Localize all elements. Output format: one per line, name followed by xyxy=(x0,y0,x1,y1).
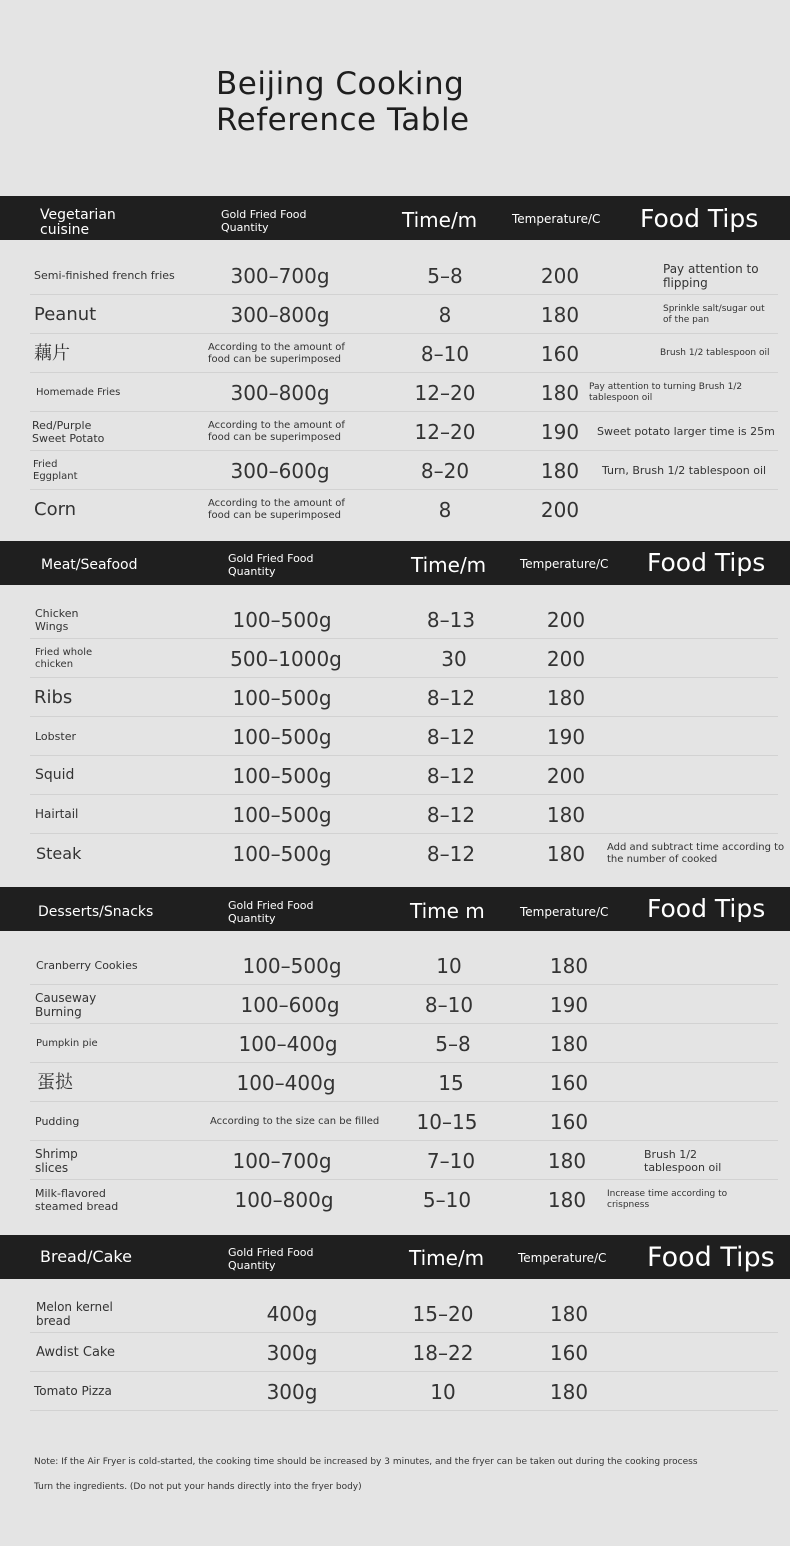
time-header: Time m xyxy=(410,899,485,923)
food-name: Shrimp slices xyxy=(35,1146,78,1175)
cook-time: 8–12 xyxy=(426,841,476,866)
food-tip xyxy=(590,1294,790,1333)
food-quantity: 500–1000g xyxy=(230,646,342,671)
temperature-header: Temperature/C xyxy=(512,212,601,226)
time-header: Time/m xyxy=(402,208,478,232)
cook-temperature: 200 xyxy=(546,763,586,788)
food-name: 藕片 xyxy=(34,342,70,364)
tips-header: Food Tips xyxy=(647,548,766,577)
cook-temperature: 190 xyxy=(540,419,580,444)
table-row xyxy=(0,795,790,834)
cook-time: 5–8 xyxy=(427,263,463,288)
food-tip xyxy=(590,1102,790,1141)
cook-temperature: 180 xyxy=(540,302,580,327)
food-quantity: According to the size can be filled xyxy=(210,1115,380,1127)
cook-time: 8–12 xyxy=(426,763,476,788)
section-vegetarian xyxy=(0,196,790,540)
cook-time: 8–20 xyxy=(420,458,470,483)
food-tip xyxy=(590,717,790,756)
food-tip xyxy=(590,490,790,529)
table-row xyxy=(0,334,790,373)
food-name: Steak xyxy=(36,844,82,863)
section-header xyxy=(0,196,790,240)
footnote-line2: Turn the ingredients. (Do not put your hands directly into the fryer body) xyxy=(34,1482,362,1492)
category-header: Vegetarian cuisine xyxy=(40,207,116,238)
time-header: Time/m xyxy=(409,1246,485,1270)
table-row xyxy=(0,678,790,717)
table-row xyxy=(0,600,790,639)
time-header: Time/m xyxy=(411,553,487,577)
food-name: Awdist Cake xyxy=(36,1345,115,1360)
food-quantity: 100–500g xyxy=(232,685,332,710)
cook-time: 8 xyxy=(438,302,452,327)
category-header: Desserts/Snacks xyxy=(38,904,154,920)
temperature-header: Temperature/C xyxy=(518,1251,607,1265)
food-tip: Brush 1/2 tablespoon oil xyxy=(644,1147,722,1174)
category-header: Bread/Cake xyxy=(40,1247,132,1266)
temperature-header: Temperature/C xyxy=(520,905,609,919)
food-name: Milk-flavored steamed bread xyxy=(35,1186,119,1213)
food-quantity: 100–500g xyxy=(232,724,332,749)
food-quantity: 300g xyxy=(266,1379,318,1404)
table-row xyxy=(0,490,790,529)
food-name: Pudding xyxy=(35,1114,80,1128)
food-name: Causeway Burning xyxy=(35,990,97,1019)
cook-temperature: 180 xyxy=(547,1187,587,1212)
food-tip xyxy=(590,1372,790,1411)
cook-temperature: 180 xyxy=(546,685,586,710)
cook-temperature: 180 xyxy=(540,458,580,483)
food-name: Chicken Wings xyxy=(35,606,79,633)
food-tip xyxy=(590,985,790,1024)
quantity-header: Gold Fried Food Quantity xyxy=(228,1246,314,1272)
table-row xyxy=(0,834,790,873)
cook-time: 10 xyxy=(436,953,462,978)
food-quantity: 100–700g xyxy=(232,1148,332,1173)
table-row xyxy=(0,256,790,295)
table-row xyxy=(0,1294,790,1333)
food-name: Ribs xyxy=(34,686,73,708)
table-row xyxy=(0,1063,790,1102)
tips-header: Food Tips xyxy=(647,894,766,923)
food-tip xyxy=(590,1024,790,1063)
cook-temperature: 180 xyxy=(549,1031,589,1056)
food-name: Melon kernel bread xyxy=(36,1299,113,1328)
food-quantity: 300g xyxy=(266,1340,318,1365)
food-quantity: According to the amount of food can be superimposed xyxy=(208,341,345,365)
table-row xyxy=(0,717,790,756)
cook-time: 10–15 xyxy=(416,1109,478,1134)
section-header xyxy=(0,541,790,585)
food-name: Fried Eggplant xyxy=(33,458,78,482)
food-tip: Pay attention to turning Brush 1/2 tablespoon oil xyxy=(589,381,743,403)
food-tip: Sprinkle salt/sugar out of the pan xyxy=(663,303,765,325)
cook-time: 8 xyxy=(438,497,452,522)
cook-temperature: 200 xyxy=(540,263,580,288)
food-name: Homemade Fries xyxy=(36,386,121,398)
food-name: Pumpkin pie xyxy=(36,1037,98,1049)
food-quantity: 400g xyxy=(266,1301,318,1326)
food-tip xyxy=(590,639,790,678)
table-row xyxy=(0,412,790,451)
table-row xyxy=(0,1180,790,1219)
food-name: Hairtail xyxy=(35,807,79,821)
page-title-line2: Reference Table xyxy=(216,102,470,138)
page-title xyxy=(216,66,470,138)
food-name: Peanut xyxy=(34,303,97,325)
section-desserts-snacks xyxy=(0,887,790,1231)
quantity-header: Gold Fried Food Quantity xyxy=(228,899,314,925)
food-name: Semi-finished french fries xyxy=(34,269,175,282)
cook-time: 15–20 xyxy=(412,1301,474,1326)
cook-temperature: 180 xyxy=(546,802,586,827)
food-tip xyxy=(590,1063,790,1102)
food-quantity: 300–800g xyxy=(230,302,330,327)
quantity-header: Gold Fried Food Quantity xyxy=(228,552,314,578)
food-quantity: 100–800g xyxy=(234,1187,334,1212)
food-tip: Pay attention to flipping xyxy=(663,261,759,290)
table-row xyxy=(0,1333,790,1372)
food-name: Tomato Pizza xyxy=(34,1384,112,1398)
table-row xyxy=(0,373,790,412)
cook-time: 8–12 xyxy=(426,802,476,827)
food-tip xyxy=(590,795,790,834)
food-tip: Increase time according to crispness xyxy=(607,1188,728,1210)
cook-temperature: 180 xyxy=(549,953,589,978)
table-row xyxy=(0,1141,790,1180)
cook-time: 8–13 xyxy=(426,607,476,632)
food-tip: Sweet potato larger time is 25m xyxy=(597,425,775,438)
table-row xyxy=(0,985,790,1024)
food-name: Red/Purple Sweet Potato xyxy=(32,418,105,445)
food-name: Corn xyxy=(34,498,77,520)
food-tip xyxy=(590,600,790,639)
table-row xyxy=(0,451,790,490)
cook-time: 8–12 xyxy=(426,724,476,749)
cook-time: 10 xyxy=(430,1379,456,1404)
cook-temperature: 180 xyxy=(549,1379,589,1404)
food-quantity: 100–500g xyxy=(232,607,332,632)
food-tip xyxy=(590,946,790,985)
cook-time: 7–10 xyxy=(426,1148,476,1173)
cook-time: 12–20 xyxy=(414,419,476,444)
cook-time: 12–20 xyxy=(414,380,476,405)
table-row xyxy=(0,946,790,985)
food-quantity: 300–700g xyxy=(230,263,330,288)
quantity-header: Gold Fried Food Quantity xyxy=(221,208,307,234)
food-tip: Brush 1/2 tablespoon oil xyxy=(660,348,770,358)
food-name: Fried whole chicken xyxy=(35,646,93,670)
cook-temperature: 180 xyxy=(549,1301,589,1326)
table-row xyxy=(0,295,790,334)
food-quantity: 100–400g xyxy=(238,1031,338,1056)
food-name: Squid xyxy=(35,767,75,783)
cook-temperature: 190 xyxy=(549,992,589,1017)
food-quantity: According to the amount of food can be superimposed xyxy=(208,497,345,521)
food-quantity: 100–500g xyxy=(232,802,332,827)
category-header: Meat/Seafood xyxy=(41,557,138,573)
table-row xyxy=(0,1024,790,1063)
cook-temperature: 200 xyxy=(546,646,586,671)
cook-temperature: 160 xyxy=(549,1109,589,1134)
food-quantity: According to the amount of food can be superimposed xyxy=(208,419,345,443)
section-bread-cake xyxy=(0,1235,790,1419)
section-header xyxy=(0,887,790,931)
cook-time: 8–12 xyxy=(426,685,476,710)
cook-time: 5–8 xyxy=(435,1031,471,1056)
food-quantity: 100–500g xyxy=(232,763,332,788)
food-name: Lobster xyxy=(35,730,76,743)
food-name: 蛋挞 xyxy=(37,1071,73,1093)
food-tip xyxy=(590,756,790,795)
table-row xyxy=(0,756,790,795)
cook-temperature: 160 xyxy=(549,1340,589,1365)
cook-time: 5–10 xyxy=(422,1187,472,1212)
footnote-line1: Note: If the Air Fryer is cold-started, the cooking time should be increased by 3 minutes, and the fryer can be taken out during the cooking process xyxy=(34,1457,698,1467)
cook-temperature: 160 xyxy=(540,341,580,366)
food-quantity: 100–600g xyxy=(240,992,340,1017)
temperature-header: Temperature/C xyxy=(520,557,609,571)
food-name: Cranberry Cookies xyxy=(36,959,138,972)
cook-time: 30 xyxy=(441,646,467,671)
food-quantity: 100–500g xyxy=(242,953,342,978)
food-tip: Turn, Brush 1/2 tablespoon oil xyxy=(602,464,767,477)
cook-temperature: 180 xyxy=(540,380,580,405)
food-tip: Add and subtract time according to the number of cooked xyxy=(607,841,785,865)
table-row xyxy=(0,1372,790,1411)
food-quantity: 300–800g xyxy=(230,380,330,405)
cook-temperature: 190 xyxy=(546,724,586,749)
cook-time: 8–10 xyxy=(420,341,470,366)
food-tip xyxy=(590,1333,790,1372)
section-meat-seafood xyxy=(0,541,790,885)
cook-time: 18–22 xyxy=(412,1340,474,1365)
cook-temperature: 180 xyxy=(546,841,586,866)
tips-header: Food Tips xyxy=(647,1242,775,1273)
table-row xyxy=(0,1102,790,1141)
food-quantity: 300–600g xyxy=(230,458,330,483)
cook-temperature: 200 xyxy=(546,607,586,632)
food-tip xyxy=(590,678,790,717)
tips-header: Food Tips xyxy=(640,204,759,233)
page-title-line1: Beijing Cooking xyxy=(216,66,465,102)
cook-time: 15 xyxy=(438,1070,464,1095)
section-header xyxy=(0,1235,790,1279)
food-quantity: 100–400g xyxy=(236,1070,336,1095)
table-row xyxy=(0,639,790,678)
cook-temperature: 160 xyxy=(549,1070,589,1095)
cook-temperature: 180 xyxy=(547,1148,587,1173)
cook-time: 8–10 xyxy=(424,992,474,1017)
cook-temperature: 200 xyxy=(540,497,580,522)
food-quantity: 100–500g xyxy=(232,841,332,866)
